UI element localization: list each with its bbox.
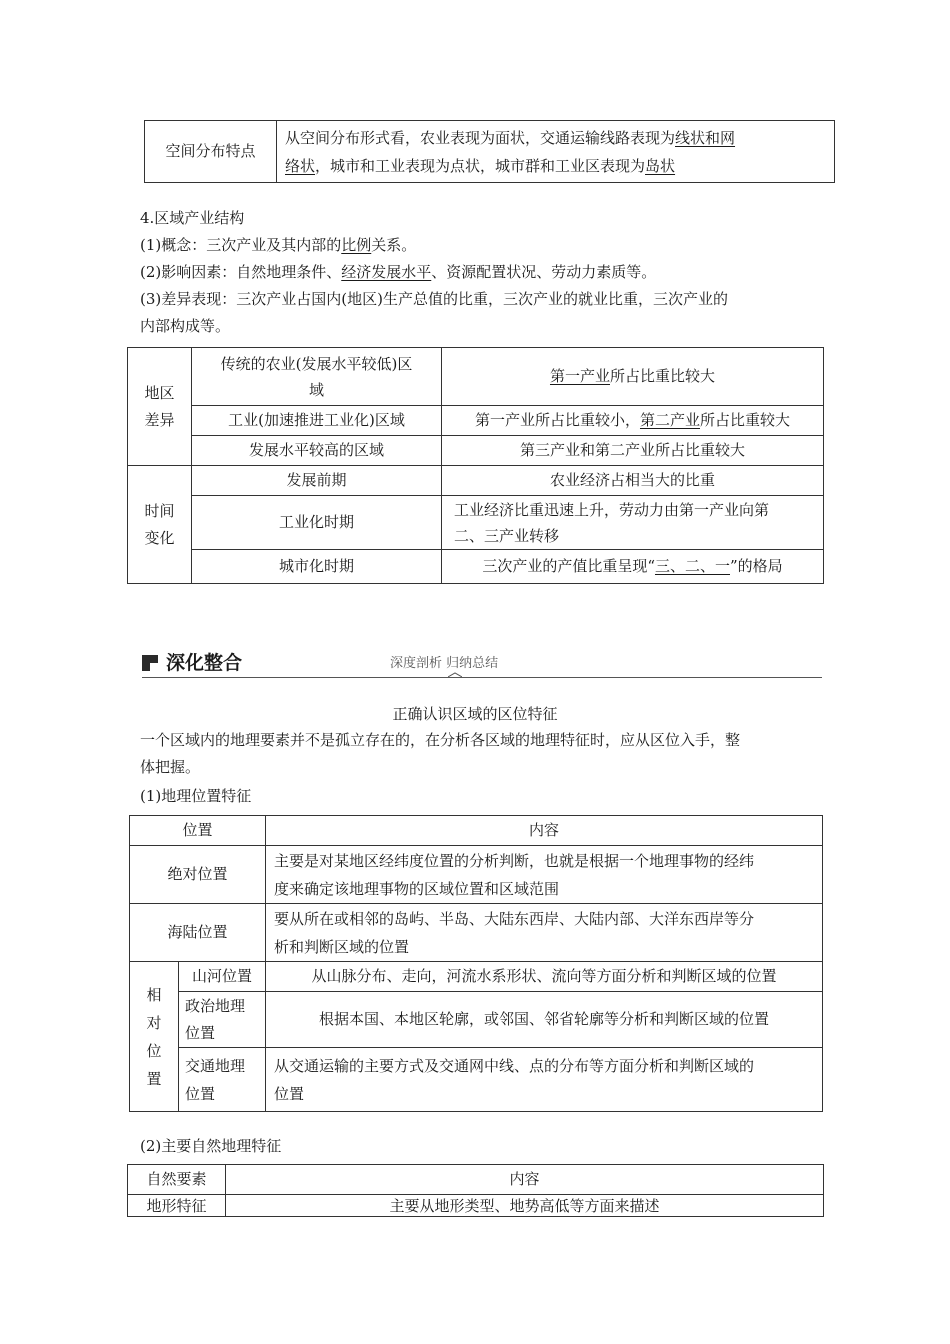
header-position: 位置 (130, 816, 266, 846)
industry-structure-table (127, 347, 824, 584)
transport-position-label: 交通地理 位置 (179, 1048, 266, 1112)
banner-subtitle: 深度剖析 归纳总结 (390, 656, 499, 671)
header-natural-content: 内容 (226, 1165, 824, 1195)
position-table (129, 815, 823, 1112)
banner-divider-notch-icon (448, 672, 462, 680)
deep-title: 正确认识区域的区位特征 (392, 705, 558, 723)
terrain-label: 地形特征 (128, 1195, 226, 1217)
natural-features-table (127, 1164, 824, 1217)
time-change-label: 时间 变化 (128, 466, 192, 584)
urbanization-desc: 三次产业的产值比重呈现“三、二、一”的格局 (442, 550, 824, 584)
banner-title: 深化整合 (166, 652, 243, 674)
developed-region-desc: 第三产业和第二产业所占比重较大 (442, 436, 824, 466)
intro-line-2: 体把握。 (140, 758, 201, 776)
industrial-region: 工业(加速推进工业化)区域 (192, 406, 442, 436)
spatial-distribution-table (144, 120, 835, 183)
mountain-river-label: 山河位置 (179, 962, 266, 992)
industrial-region-desc: 第一产业所占比重较小，第二产业所占比重较大 (442, 406, 824, 436)
spatial-description: 从空间分布形式看，农业表现为面状，交通运输线路表现为线状和网 络状，城市和工业表现为点状，城市群和工业区表现为岛状 (277, 121, 835, 183)
early-stage-desc: 农业经济占相当大的比重 (442, 466, 824, 496)
early-stage: 发展前期 (192, 466, 442, 496)
concept-line: (1)概念：三次产业及其内部的比例关系。 (140, 236, 417, 254)
industrialization-stage: 工业化时期 (192, 496, 442, 550)
industrialization-desc: 工业经济比重迅速上升，劳动力由第一产业向第 二、三产业转移 (442, 496, 824, 550)
banner-divider (142, 677, 822, 678)
transport-position-desc: 从交通运输的主要方式及交通网中线、点的分布等方面分析和判断区域的 位置 (266, 1048, 823, 1112)
section-marker-notch (150, 663, 158, 671)
header-content: 内容 (266, 816, 823, 846)
absolute-position-desc: 主要是对某地区经纬度位置的分析判断，也就是根据一个地理事物的经纬 度来确定该地理事物的区域位置和区域范围 (266, 846, 823, 904)
spatial-label: 空间分布特点 (145, 121, 277, 183)
difference-line-2: 内部构成等。 (140, 317, 231, 335)
section-4-heading: 4.区域产业结构 (140, 209, 245, 227)
subheading-natural-features: (2)主要自然地理特征 (140, 1137, 282, 1155)
absolute-position-label: 绝对位置 (130, 846, 266, 904)
political-position-label: 政治地理 位置 (179, 992, 266, 1048)
region-diff-label: 地区 差异 (128, 348, 192, 466)
terrain-desc: 主要从地形类型、地势高低等方面来描述 (226, 1195, 824, 1217)
political-position-desc: 根据本国、本地区轮廓，或邻国、邻省轮廓等分析和判断区域的位置 (266, 992, 823, 1048)
mountain-river-desc: 从山脉分布、走向，河流水系形状、流向等方面分析和判断区域的位置 (266, 962, 823, 992)
land-sea-position-label: 海陆位置 (130, 904, 266, 962)
relative-position-label: 相 对 位 置 (130, 962, 179, 1112)
developed-region: 发展水平较高的区域 (192, 436, 442, 466)
traditional-agri-region: 传统的农业(发展水平较低)区 域 (192, 348, 442, 406)
difference-line-1: (3)差异表现：三次产业占国内(地区)生产总值的比重，三次产业的就业比重，三次产业的 (140, 290, 728, 308)
urbanization-stage: 城市化时期 (192, 550, 442, 584)
subheading-geo-position: (1)地理位置特征 (140, 787, 252, 805)
header-natural-element: 自然要素 (128, 1165, 226, 1195)
factors-line: (2)影响因素：自然地理条件、经济发展水平、资源配置状况、劳动力素质等。 (140, 263, 657, 281)
intro-line-1: 一个区域内的地理要素并不是孤立存在的，在分析各区域的地理特征时，应从区位入手，整 (140, 731, 741, 749)
traditional-agri-desc: 第一产业所占比重比较大 (442, 348, 824, 406)
land-sea-position-desc: 要从所在或相邻的岛屿、半岛、大陆东西岸、大陆内部、大洋东西岸等分 析和判断区域的位置 (266, 904, 823, 962)
